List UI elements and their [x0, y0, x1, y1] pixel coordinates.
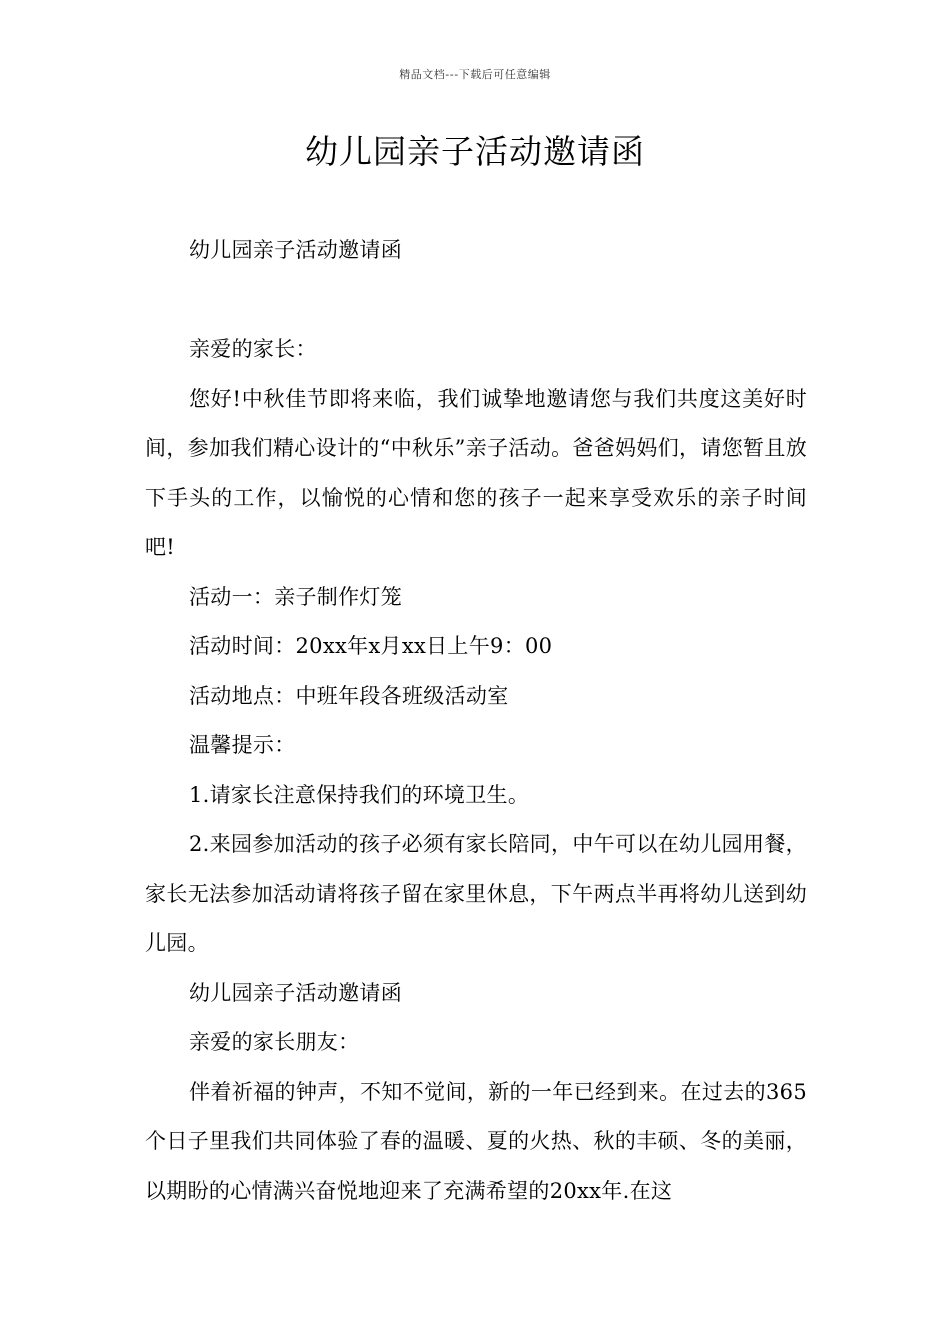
salutation-paragraph: 亲爱的家长： [189, 337, 317, 361]
tip-item-paragraph: 2.来园参加活动的孩子必须有家长陪同，中午可以在幼儿园用餐，家长无法参加活动请将孩子留在家里休息，下午两点半再将幼儿送到幼儿园。 [145, 832, 807, 955]
activity-location-paragraph: 活动地点：中班年段各班级活动室 [189, 683, 509, 708]
tips-heading-paragraph: 温馨提示： [189, 733, 296, 757]
second-letter-title-paragraph: 幼儿园亲子活动邀请函 [189, 980, 402, 1005]
header-note: 精品文档---下载后可任意编辑 [399, 68, 551, 81]
activity-name-paragraph: 活动一：亲子制作灯笼 [189, 584, 402, 609]
body-paragraph: 伴着祈福的钟声，不知不觉间，新的一年已经到来。在过去的365个日子里我们共同体验了春的温暖、夏的火热、秋的丰硕、冬的美丽，以期盼的心情满兴奋悦地迎来了充满希望的20xx年.在这 [145, 1079, 807, 1203]
second-salutation-paragraph: 亲爱的家长朋友： [189, 1030, 360, 1054]
document-title: 幼儿园亲子活动邀请函 [305, 132, 645, 171]
activity-time-paragraph: 活动时间：20xx年x月xx日上午9：00 [189, 634, 553, 658]
tip-item-paragraph: 1.请家长注意保持我们的环境卫生。 [189, 782, 530, 807]
body-paragraph: 您好!中秋佳节即将来临，我们诚挚地邀请您与我们共度这美好时间，参加我们精心设计的“中秋乐”亲子活动。爸爸妈妈们，请您暂且放下手头的工作，以愉悦的心情和您的孩子一起来享受欢乐的亲子时间吧! [145, 386, 807, 559]
subtitle-paragraph: 幼儿园亲子活动邀请函 [189, 238, 402, 262]
document-body [145, 226, 807, 1216]
